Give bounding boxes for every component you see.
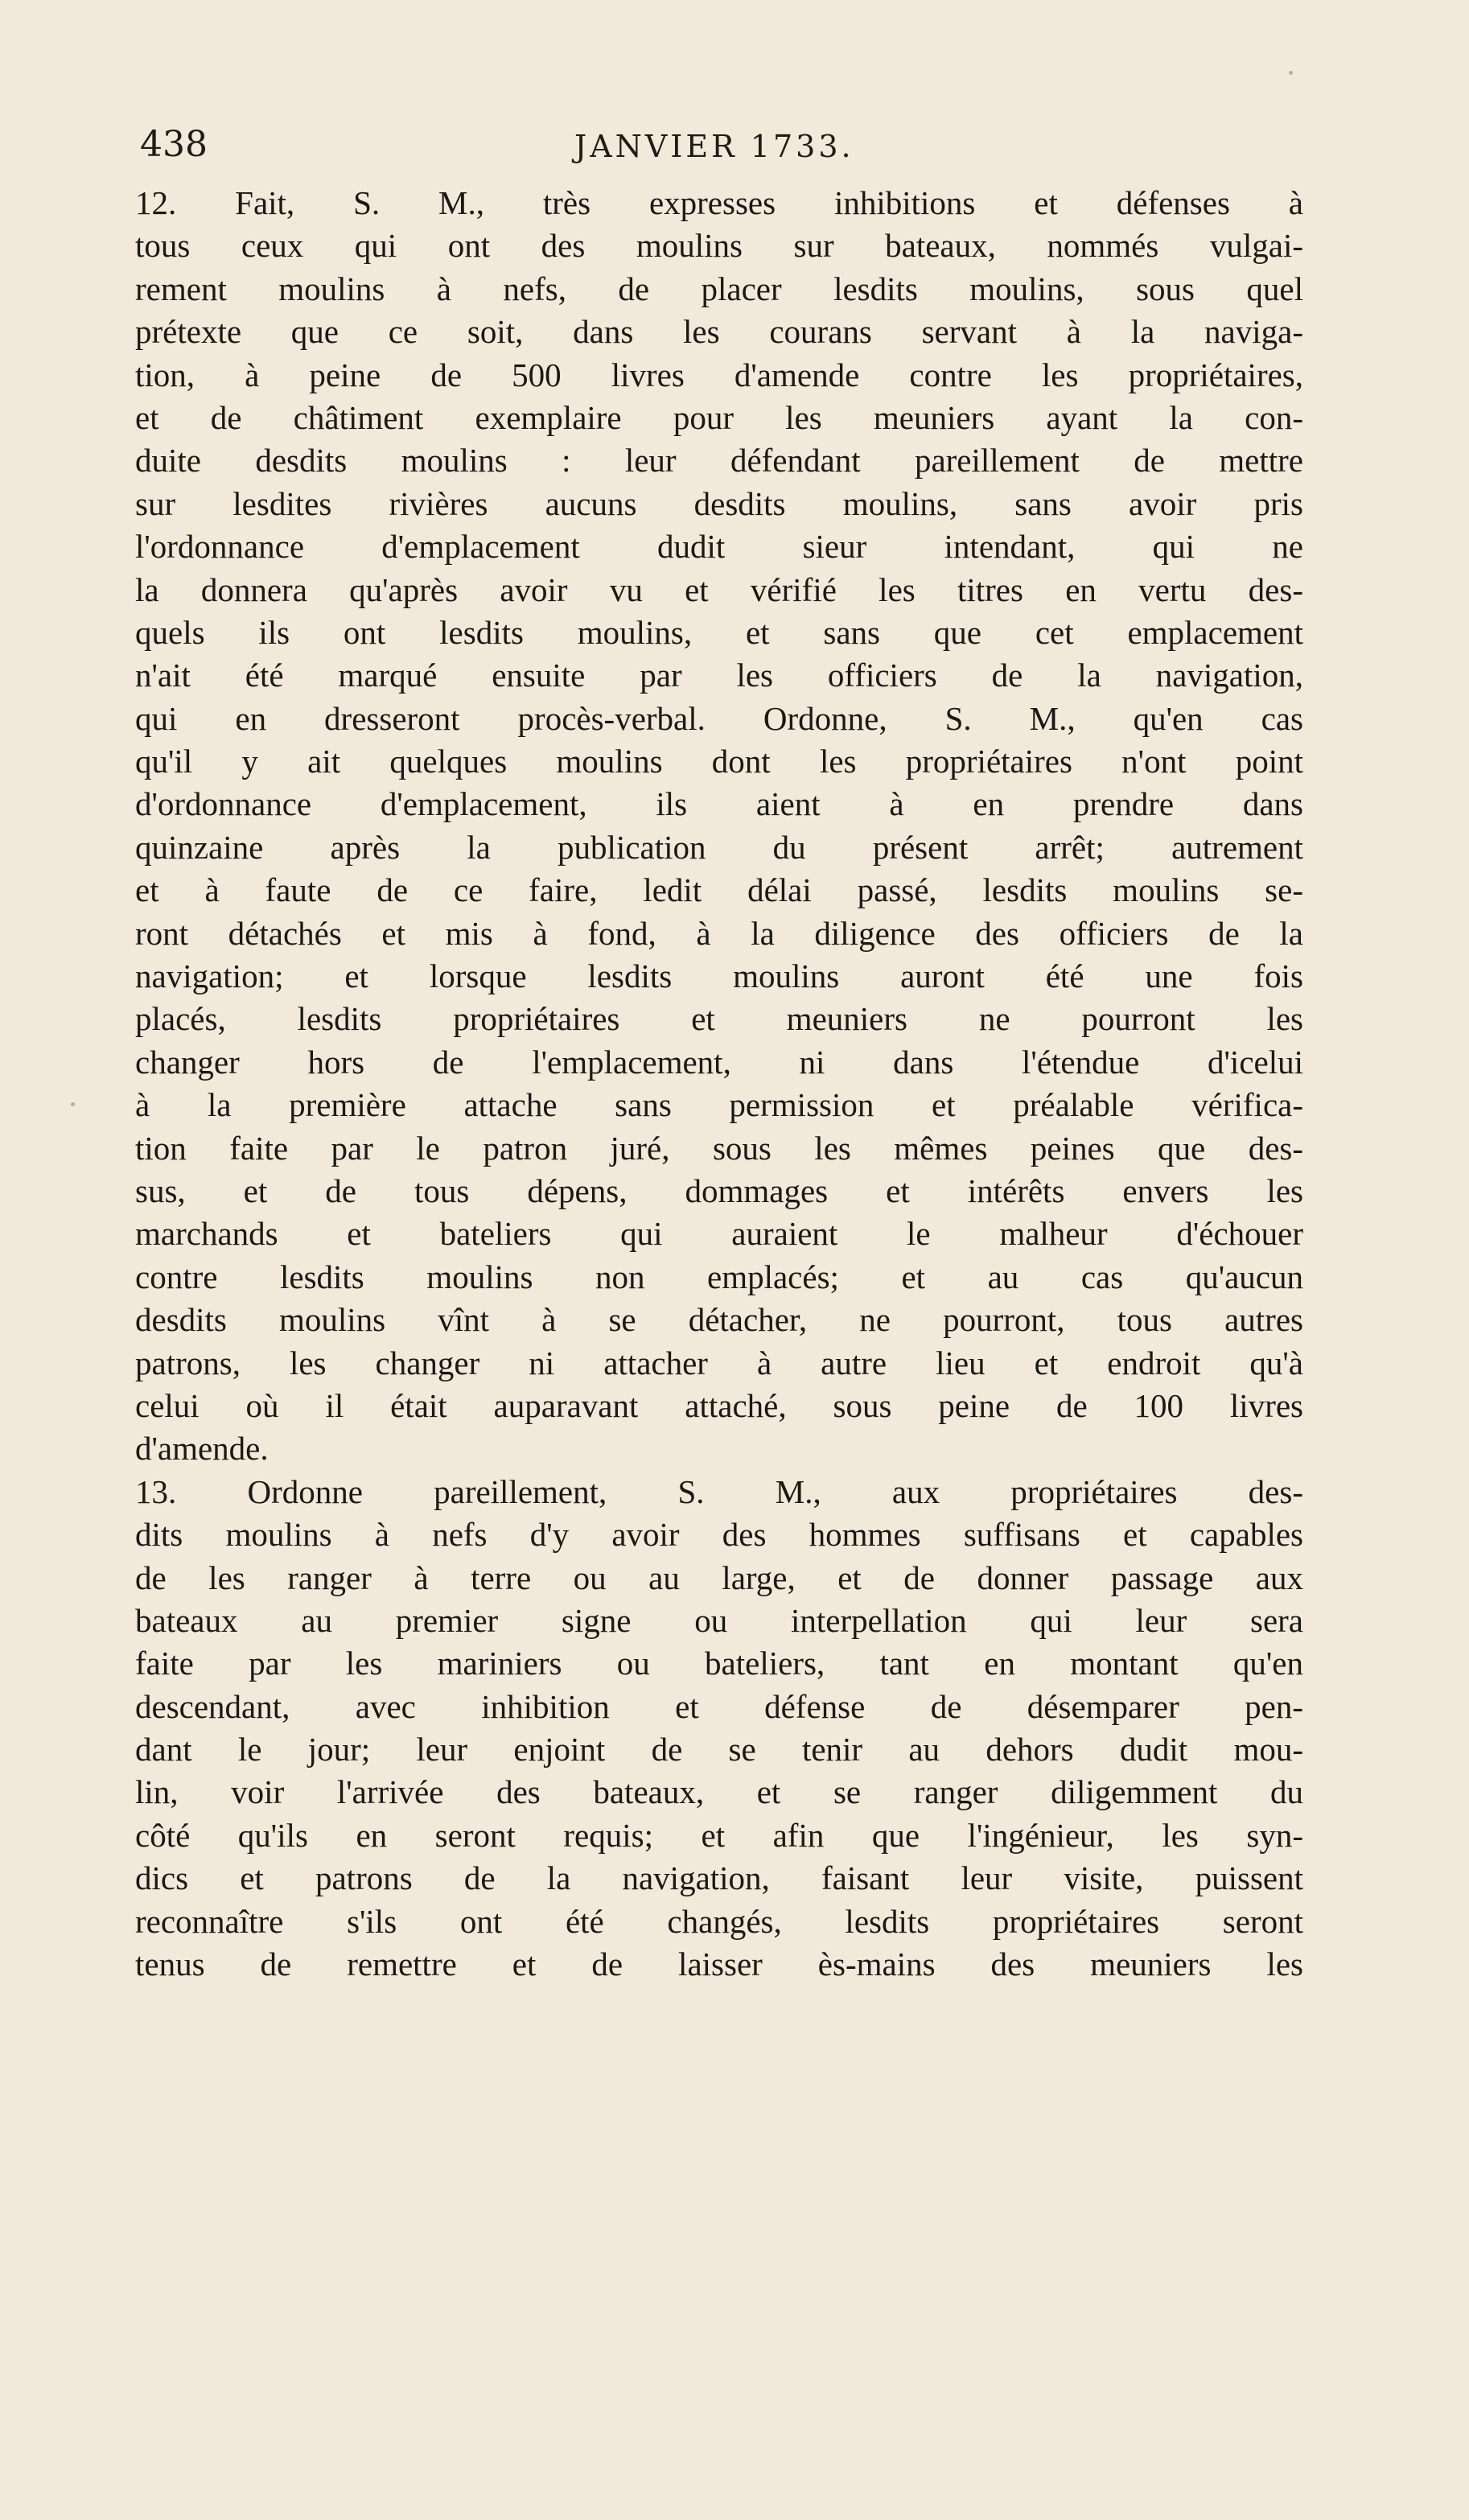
text-line: duite desdits moulins : leur défendant pareillement de mettre: [135, 442, 1303, 480]
text-line: de les ranger à terre ou au large, et de donner passage aux: [135, 1559, 1303, 1596]
text-line: navigation; et lorsque lesdits moulins auront été une fois: [135, 957, 1303, 995]
text-line: sus, et de tous dépens, dommages et intérêts envers les: [135, 1171, 1303, 1209]
text-line: et de châtiment exemplaire pour les meuniers ayant la con-: [135, 398, 1303, 436]
text-line: d'ordonnance d'emplacement, ils aient à en prendre dans: [135, 785, 1303, 823]
text-line: marchands et bateliers qui auraient le malheur d'échouer: [135, 1215, 1303, 1253]
text-line: changer hors de l'emplacement, ni dans l'étendue d'icelui: [135, 1043, 1303, 1081]
running-head: JANVIER 1733.: [574, 129, 854, 164]
text-line: n'ait été marqué ensuite par les officiers de la navigation,: [135, 657, 1303, 694]
text-line: tenus de remettre et de laisser ès-mains des meuniers les: [135, 1946, 1303, 1983]
text-line: patrons, les changer ni attacher à autre lieu et endroit qu'à: [135, 1344, 1303, 1381]
text-line: descendant, avec inhibition et défense de désemparer pen-: [135, 1687, 1303, 1725]
text-line: côté qu'ils en seront requis; et afin que l'ingénieur, les syn-: [135, 1816, 1303, 1854]
text-line: quels ils ont lesdits moulins, et sans que cet emplacement: [135, 613, 1303, 651]
text-line: tion faite par le patron juré, sous les mêmes peines que des-: [135, 1129, 1303, 1167]
text-line: tion, à peine de 500 livres d'amende contre les propriétaires,: [135, 356, 1303, 393]
text-line: et à faute de ce faire, ledit délai passé, lesdits moulins se-: [135, 871, 1303, 909]
text-line: tous ceux qui ont des moulins sur bateaux, nommés vulgai-: [135, 227, 1303, 265]
text-line: dant le jour; leur enjoint de se tenir au dehors dudit mou-: [135, 1731, 1303, 1769]
text-line: l'ordonnance d'emplacement dudit sieur intendant, qui ne: [135, 528, 1303, 566]
text-line: d'amende.: [135, 1430, 269, 1468]
text-line: la donnera qu'après avoir vu et vérifié les titres en vertu des-: [135, 570, 1303, 608]
text-line: prétexte que ce soit, dans les courans servant à la naviga-: [135, 313, 1303, 351]
text-line: quinzaine après la publication du présent arrêt; autrement: [135, 828, 1303, 866]
text-line: 12. Fait, S. M., très expresses inhibitions et défenses à: [135, 184, 1303, 221]
text-line: sur lesdites rivières aucuns desdits moulins, sans avoir pris: [135, 484, 1303, 522]
page-header: [140, 122, 1319, 171]
text-line: reconnaître s'ils ont été changés, lesdits propriétaires seront: [135, 1902, 1303, 1940]
text-line: bateaux au premier signe ou interpellation qui leur sera: [135, 1601, 1303, 1639]
text-line: celui où il était auparavant attaché, sous peine de 100 livres: [135, 1386, 1303, 1424]
text-line: dits moulins à nefs d'y avoir des hommes suffisans et capables: [135, 1516, 1303, 1554]
page-number: 438: [140, 124, 208, 165]
paper-speck: [71, 1102, 75, 1106]
text-line: lin, voir l'arrivée des bateaux, et se ranger diligemment du: [135, 1773, 1303, 1811]
text-line: dics et patrons de la navigation, faisant leur visite, puissent: [135, 1859, 1303, 1897]
text-line: placés, lesdits propriétaires et meuniers ne pourront les: [135, 1000, 1303, 1038]
text-line: faite par les mariniers ou bateliers, tant en montant qu'en: [135, 1645, 1303, 1682]
text-line: qui en dresseront procès-verbal. Ordonne, S. M., qu'en cas: [135, 699, 1303, 737]
text-line: à la première attache sans permission et préalable vérifica-: [135, 1086, 1303, 1124]
text-line: rement moulins à nefs, de placer lesdits moulins, sous quel: [135, 270, 1303, 307]
text-line: contre lesdits moulins non emplacés; et au cas qu'aucun: [135, 1258, 1303, 1295]
text-line: 13. Ordonne pareillement, S. M., aux propriétaires des-: [135, 1472, 1303, 1510]
body-text: [135, 182, 1303, 1986]
paper-speck: [1289, 71, 1293, 75]
text-line: qu'il y ait quelques moulins dont les propriétaires n'ont point: [135, 743, 1303, 780]
text-line: ront détachés et mis à fond, à la diligence des officiers de la: [135, 914, 1303, 952]
text-line: desdits moulins vînt à se détacher, ne pourront, tous autres: [135, 1301, 1303, 1339]
